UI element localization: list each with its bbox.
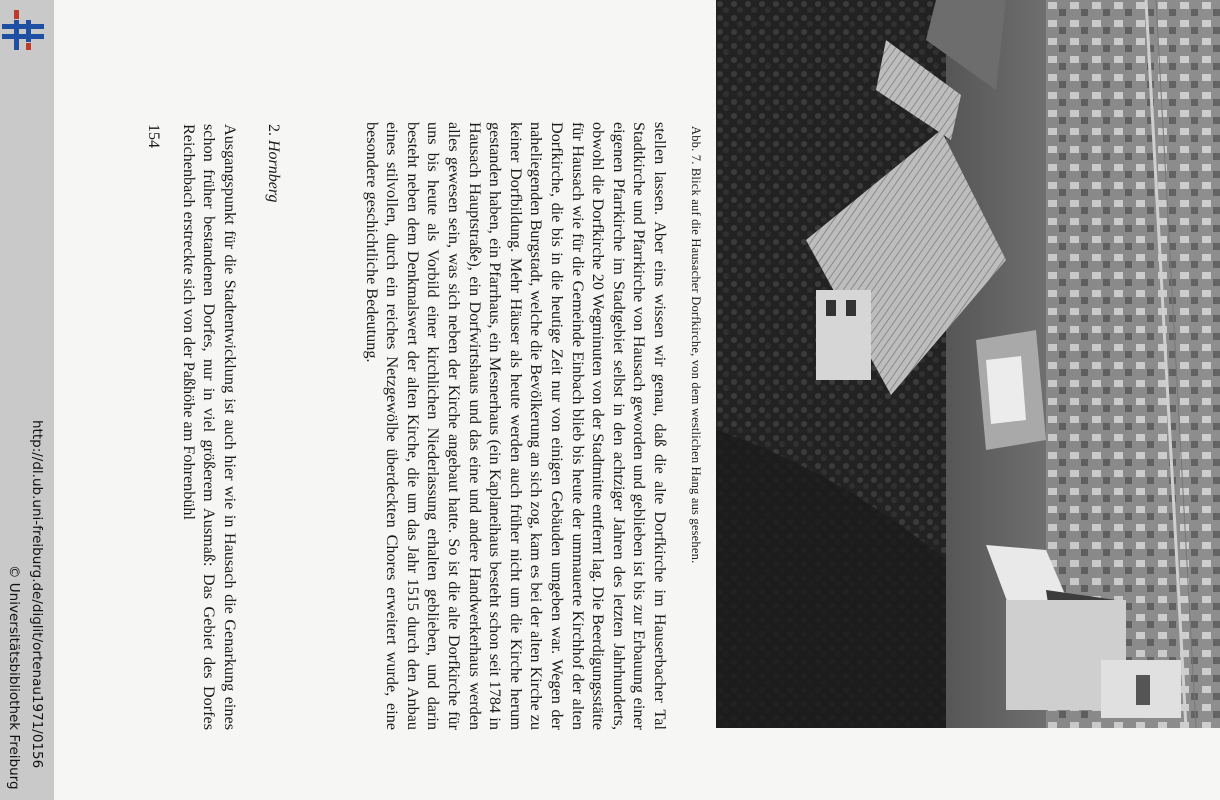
- section-heading: [264, 124, 282, 203]
- church-photograph: [716, 0, 1220, 728]
- body-paragraph-1: stellen lassen. Aber eins wissen wir genau, daß die alte Dorfkirche im Hauserbacher Tal Stadtkirche und Pfarrkirche von Hausach geworden und geblieben ist bis zur Erbauung einer eigenen Pfarrkirche im Stadtgebiet selbst in den achtziger Jahren des letzten Jahrhunderts, obwohl die Dorfkirche 20 Wegminuten von der Stadtmitte entfernt lag. Die Beerdigungsstätte für Hausach wie für die Gemeinde Einbach blieb bis heute der ummauerte Kirchhof der alten Dorfkirche, die bis in die heutige Zeit nur von einigen Gebäuden umgeben war. Wegen der naheliegenden Burgstadt, welche die Bevölkerung an sich zog, kam es bei der alten Kirche zu keiner Dorfbildung. Mehr Häuser als heute werden auch früher nicht um die Kirche herum gestanden haben, ein Pfarrhaus, ein Mesnerhaus (ein Kaplaneihaus besteht schon seit 1784 in Hausach Hauptstraße), ein Dorfwirtshaus und das eine und andere Handwerkerhaus werden alles gewesen sein, was sich neben der Kirche angebaut hatte. So ist die alte Dorfkirche für uns bis heute als Vorbild einer kirchlichen Niederlassung erhalten geblieben, und darin besteht neben dem Denkmalswert der alten Kirche, die um das Jahr 1515 durch den Anbau eines stilvollen, durch ein reiches Netzgewölbe überdeckten Chores erweitert wurde, eine besondere geschichtliche Bedeutung.: [362, 122, 669, 730]
- body-paragraph-2: Ausgangspunkt für die Stadtentwicklung ist auch hier wie in Hausach die Genarkung eines schon früher bestandenen Dorfes, nur in viel größerem Ausmaß: Das Gebiet des Dorfes Reichenbach erstreckte sich von der Paßhöhe am Fohrenbühl: [179, 124, 239, 730]
- photo-image: [716, 0, 1220, 728]
- figure-caption: Abb. 7. Blick auf die Hausacher Dorfkirche, von dem westlichen Hang aus gesehen.: [689, 126, 703, 564]
- library-logo-icon: [2, 10, 44, 50]
- digitization-url[interactable]: http://dl.ub.uni-freiburg.de/diglit/ortenau1971/0156: [29, 420, 45, 769]
- section-number: 2.: [265, 124, 282, 136]
- section-title: Hornberg: [265, 140, 282, 203]
- viewer-sidebar: [0, 0, 54, 800]
- copyright-notice: © Universitätsbibliothek Freiburg: [6, 565, 22, 790]
- page-number: 154: [145, 124, 162, 148]
